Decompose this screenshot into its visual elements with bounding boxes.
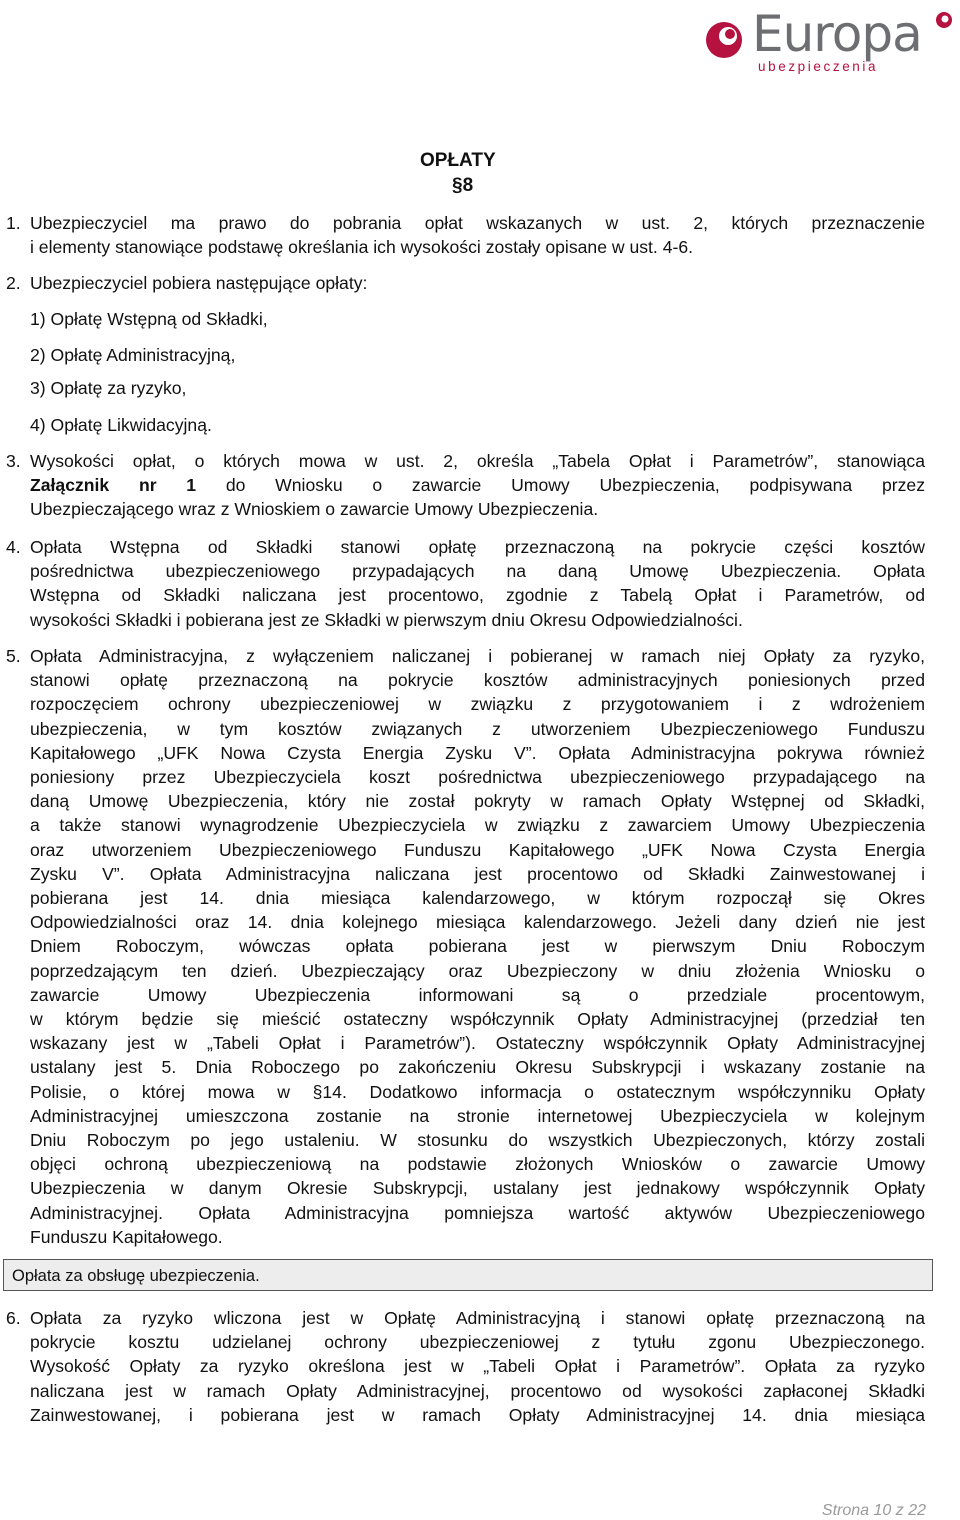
- text-line: Wstępna od Składki naliczana jest procentowo, zgodnie z Tabelą Opłat i Parametrów, od: [30, 585, 925, 606]
- text-line: Ubezpieczającego wraz z Wnioskiem o zawarcie Umowy Ubezpieczenia.: [30, 499, 599, 520]
- attachment-reference: Załącznik nr 1: [30, 475, 197, 496]
- text-line: Polisie, o której mowa w §14. Dodatkowo informacja o ostatecznym współczynniku Opłaty: [30, 1081, 925, 1102]
- paragraph-1: [6, 211, 925, 259]
- text-line: rozpoczęciem ochrony ubezpieczeniowej w związku z przygotowaniem i z wdrożeniem: [30, 694, 925, 715]
- text-line: Ubezpieczyciel ma prawo do pobrania opłat wskazanych w ust. 2, których przeznaczenie: [30, 213, 925, 233]
- list-item: 3) Opłatę za ryzyko,: [30, 378, 187, 398]
- list-item: 2) Opłatę Administracyjną,: [30, 345, 236, 365]
- text-line: pokrycie kosztu udzielanej ochrony ubezpieczeniowej z tytułu zgonu Ubezpieczonego.: [30, 1332, 925, 1353]
- paragraph-6: [6, 1306, 925, 1427]
- text-line: pobierana jest 14. dnia miesiąca kalendarzowego, w którym rozpoczął się Okres: [30, 888, 925, 909]
- text-line: wysokości Składki i pobierana jest ze Składki w pierwszym dniu Okresu Odpowiedzialności.: [30, 609, 743, 630]
- text-line: zawarcie Umowy Ubezpieczenia informowani są o przedziale procentowym,: [30, 984, 925, 1005]
- europa-logo-icon: [700, 6, 756, 66]
- paragraph-4: [6, 535, 925, 632]
- text-line: Kapitałowego „UFK Nowa Czysta Energia Zysku V”. Opłata Administracyjna pokrywa również: [30, 742, 925, 763]
- paragraph-number: 6.: [6, 1308, 21, 1328]
- list-item: 4) Opłatę Likwidacyjną.: [30, 415, 212, 435]
- text-line: naliczana jest w ramach Opłaty Administracyjnej, procentowo od wysokości zapłaconej Składki: [30, 1380, 925, 1401]
- text-line: Ubezpieczenia w danym Okresie Subskrypcji, ustalany jest jednakowy współczynnik Opłaty: [30, 1178, 925, 1199]
- text-line: w którym będzie się mieścić ostateczny współczynnik Opłaty Administracyjnej (przedział ten: [30, 1009, 925, 1030]
- text-line: poprzedzającym ten dzień. Ubezpieczający oraz Ubezpieczony w dniu złożenia Wniosku o: [30, 960, 925, 981]
- paragraph-number: 5.: [6, 646, 21, 666]
- paragraph-number: 1.: [6, 213, 21, 233]
- text-fragment: do Wniosku o zawarcie Umowy Ubezpieczenia, podpisywana przez: [196, 475, 925, 496]
- logo-swirl-icon: [934, 10, 954, 30]
- list-item: 1) Opłatę Wstępną od Składki,: [30, 309, 268, 329]
- paragraph-3: [6, 449, 925, 522]
- text-line: ustalany jest 5. Dnia Roboczego po zakończeniu Okresu Subskrypcji i wskazany zostanie na: [30, 1057, 925, 1078]
- text-line: [30, 473, 925, 497]
- europa-logo: [700, 6, 958, 78]
- paragraph-number: 3.: [6, 451, 21, 471]
- fee-subheading-box: Opłata za obsługę ubezpieczenia.: [3, 1259, 933, 1291]
- text-line: Dniem Roboczym, wówczas opłata pobierana jest w pierwszym Dniu Roboczym: [30, 936, 925, 957]
- text-line: pośrednictwa ubezpieczeniowego przypadających na daną Umowę Ubezpieczenia. Opłata: [30, 561, 925, 582]
- page-title: OPŁATY: [420, 150, 496, 171]
- text-line: Administracyjnej umieszczona zostanie na stronie internetowej Ubezpieczyciela w kolejnym: [30, 1105, 925, 1126]
- paragraph-5: [6, 644, 925, 1249]
- text-line: objęci ochroną ubezpieczeniową na podstawie złożonych Wniosków o zawarcie Umowy: [30, 1154, 925, 1175]
- text-line: Zysku V”. Opłata Administracyjna naliczana jest procentowo od Składki Zainwestowanej i: [30, 863, 925, 884]
- text-line: oraz utworzeniem Ubezpieczeniowego Funduszu Kapitałowego „UFK Nowa Czysta Energia: [30, 839, 925, 860]
- text-line: wskazany jest w „Tabeli Opłat i Parametrów”). Ostateczny współczynnik Opłaty Administracyjnej: [30, 1033, 925, 1054]
- text-line: Opłata Wstępna od Składki stanowi opłatę przeznaczoną na pokrycie części kosztów: [30, 537, 925, 557]
- text-line: a także stanowi wynagrodzenie Ubezpieczyciela w związku z zawarciem Umowy Ubezpieczenia: [30, 815, 925, 836]
- paragraph-2: [6, 271, 925, 295]
- paragraph-number: 2.: [6, 273, 21, 293]
- paragraph-number: 4.: [6, 537, 21, 557]
- logo-subtitle: ubezpieczenia: [758, 59, 879, 74]
- text-line: Ubezpieczyciel pobiera następujące opłaty:: [30, 273, 368, 293]
- text-line: ubezpieczenia, w tym kosztów związanych z utworzeniem Ubezpieczeniowego Funduszu: [30, 718, 925, 739]
- text-line: Opłata Administracyjna, z wyłączeniem naliczanej i pobieranej w ramach niej Opłaty za ryzyko,: [30, 646, 925, 666]
- text-line: stanowi opłatę przeznaczoną na pokrycie kosztów administracyjnych poniesionych przed: [30, 670, 925, 691]
- text-line: Wysokość Opłaty za ryzyko określona jest w „Tabeli Opłat i Parametrów”. Opłata za ryzyko: [30, 1356, 925, 1377]
- text-line: Opłata za ryzyko wliczona jest w Opłatę Administracyjną i stanowi opłatę przeznaczoną na: [30, 1308, 925, 1328]
- text-line: Funduszu Kapitałowego.: [30, 1226, 223, 1247]
- text-line: Wysokości opłat, o których mowa w ust. 2, określa „Tabela Opłat i Parametrów”, stanowiąca: [30, 451, 925, 471]
- text-line: daną Umowę Ubezpieczenia, który nie został pokryty w ramach Opłaty Wstępnej od Składki,: [30, 791, 925, 812]
- text-line: Administracyjnej. Opłata Administracyjna pomniejsza wartość aktywów Ubezpieczeniowego: [30, 1202, 925, 1223]
- text-line: Zainwestowanej, i pobierana jest w ramach Opłaty Administracyjnej 14. dnia miesiąca: [30, 1404, 925, 1425]
- page-number: Strona 10 z 22: [821, 1502, 926, 1519]
- text-line: i elementy stanowiące podstawę określania ich wysokości zostały opisane w ust. 4-6.: [30, 237, 694, 258]
- logo-wordmark: Europa: [752, 5, 922, 63]
- text-line: Odpowiedzialności oraz 14. dnia kolejnego miesiąca kalendarzowego. Jeżeli dany dzień nie jest: [30, 912, 925, 933]
- section-number: §8: [452, 175, 474, 196]
- text-line: Dniu Roboczym po jego ustaleniu. W stosunku do wszystkich Ubezpieczonych, którzy zostali: [30, 1130, 925, 1151]
- text-line: poniesiony przez Ubezpieczyciela koszt pośrednictwa ubezpieczeniowego przypadającego na: [30, 767, 925, 788]
